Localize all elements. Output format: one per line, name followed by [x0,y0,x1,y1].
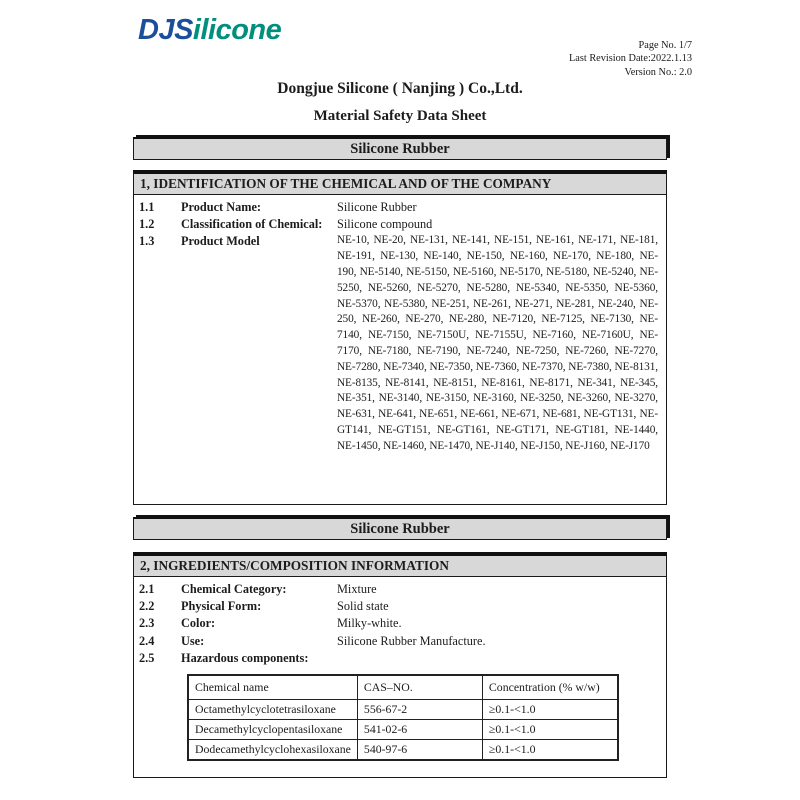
cell-cas-no: 556-67-2 [357,700,482,720]
column-header-concentration: Concentration (% w/w) [482,675,618,700]
last-revision-date: Last Revision Date:2022.1.13 [569,53,692,65]
item-value: Silicone compound [337,217,433,232]
info-row-classification [134,216,666,233]
item-label: Product Name: [181,200,262,214]
item-number: 2.3 [139,616,155,631]
item-value: Silicone Rubber Manufacture. [337,633,486,648]
logo-text-ilicone: ilicone [192,14,282,46]
item-value: Solid state [337,599,389,614]
table-row [188,740,618,761]
item-label: Color: [181,616,216,631]
section-2-heading: 2, INGREDIENTS/COMPOSITION INFORMATION [134,556,666,577]
cell-concentration: ≥0.1-<1.0 [482,740,618,761]
info-row-product-model [134,233,666,454]
info-row-hazardous-components [134,650,666,667]
cell-cas-no: 541-02-6 [357,720,482,740]
table-row [188,700,618,720]
cell-concentration: ≥0.1-<1.0 [482,700,618,720]
item-label: Product Model [181,234,260,249]
item-number: 1.3 [139,234,155,249]
hazardous-components-table [187,674,619,761]
item-number: 1.1 [139,200,155,214]
product-banner-bottom: Silicone Rubber [133,517,667,540]
column-header-chemical-name: Chemical name [188,675,357,700]
item-label: Chemical Category: [181,582,287,596]
cell-concentration: ≥0.1-<1.0 [482,720,618,740]
section-1-body [134,195,666,455]
section-2-body [134,577,666,761]
company-title: Dongjue Silicone ( Nanjing ) Co.,Ltd. [277,80,523,97]
table-header-row [188,675,618,700]
item-number: 2.5 [139,650,155,665]
item-value [337,650,666,667]
info-row-use [134,633,666,650]
cell-cas-no: 540-97-6 [357,740,482,761]
info-row-color [134,615,666,632]
item-number: 1.2 [139,217,155,232]
item-label: Hazardous components: [181,650,309,665]
document-title: Material Safety Data Sheet [313,108,487,124]
cell-chemical-name: Dodecamethylcyclohexasiloxane [188,740,357,761]
version-number: Version No.: 2.0 [624,66,692,78]
item-value: Silicone Rubber [337,200,417,214]
table-row [188,720,618,740]
item-label: Physical Form: [181,599,262,614]
item-value: Mixture [337,582,377,596]
page-number: Page No. 1/7 [638,40,692,51]
section-identification [133,170,667,505]
item-label: Use: [181,633,205,648]
product-model-list: NE-10, NE-20, NE-131, NE-141, NE-151, NE-161, NE-171, NE-181, NE-191, NE-130, NE-140, NE-150, NE-160, NE-170, NE-180, NE-190, NE-5140, NE-5150, NE-5160, NE-5170, NE-5180, NE-5240, NE-5250, NE-5260, NE-5270, NE-5280, NE-5340, NE-5350, NE-5360, NE-5370, NE-5380, NE-251, NE-261, NE-271, NE-281, NE-240, NE-250, NE-260, NE-270, NE-280, NE-7120, NE-7125, NE-7130, NE-7140, NE-7150, NE-7150U, NE-7155U, NE-7160, NE-7160U, NE-7170, NE-7180, NE-7190, NE-7240, NE-7250, NE-7260, NE-7270, NE-7280, NE-7340, NE-7350, NE-7360, NE-7370, NE-7380, NE-8131, NE-8135, NE-8141, NE-8151, NE-8161, NE-8171, NE-341, NE-345, NE-351, NE-3140, NE-3150, NE-3160, NE-3250, NE-3260, NE-3270, NE-631, NE-641, NE-651, NE-661, NE-671, NE-681, NE-GT131, NE-GT141, NE-GT151, NE-GT161, NE-GT171, NE-GT181, NE-1440, NE-1450, NE-1460, NE-1470, NE-J140, NE-J150, NE-J160, NE-J170 [337,234,658,452]
product-banner-top: Silicone Rubber [133,137,667,160]
item-number: 2.1 [139,582,155,596]
item-label: Classification of Chemical: [181,217,323,232]
column-header-cas-no: CAS–NO. [357,675,482,700]
info-row-chemical-category [134,581,666,598]
item-number: 2.4 [139,633,155,648]
section-1-heading: 1, IDENTIFICATION OF THE CHEMICAL AND OF THE COMPANY [134,174,666,195]
cell-chemical-name: Octamethylcyclotetrasiloxane [188,700,357,720]
info-row-physical-form [134,598,666,615]
company-logo [138,14,281,47]
page-meta [569,39,692,79]
cell-chemical-name: Decamethylcyclopentasiloxane [188,720,357,740]
info-row-product-name [134,199,666,216]
logo-text-djs: DJS [138,14,193,46]
item-value: Milky-white. [337,616,402,631]
item-number: 2.2 [139,599,155,614]
section-ingredients [133,552,667,778]
